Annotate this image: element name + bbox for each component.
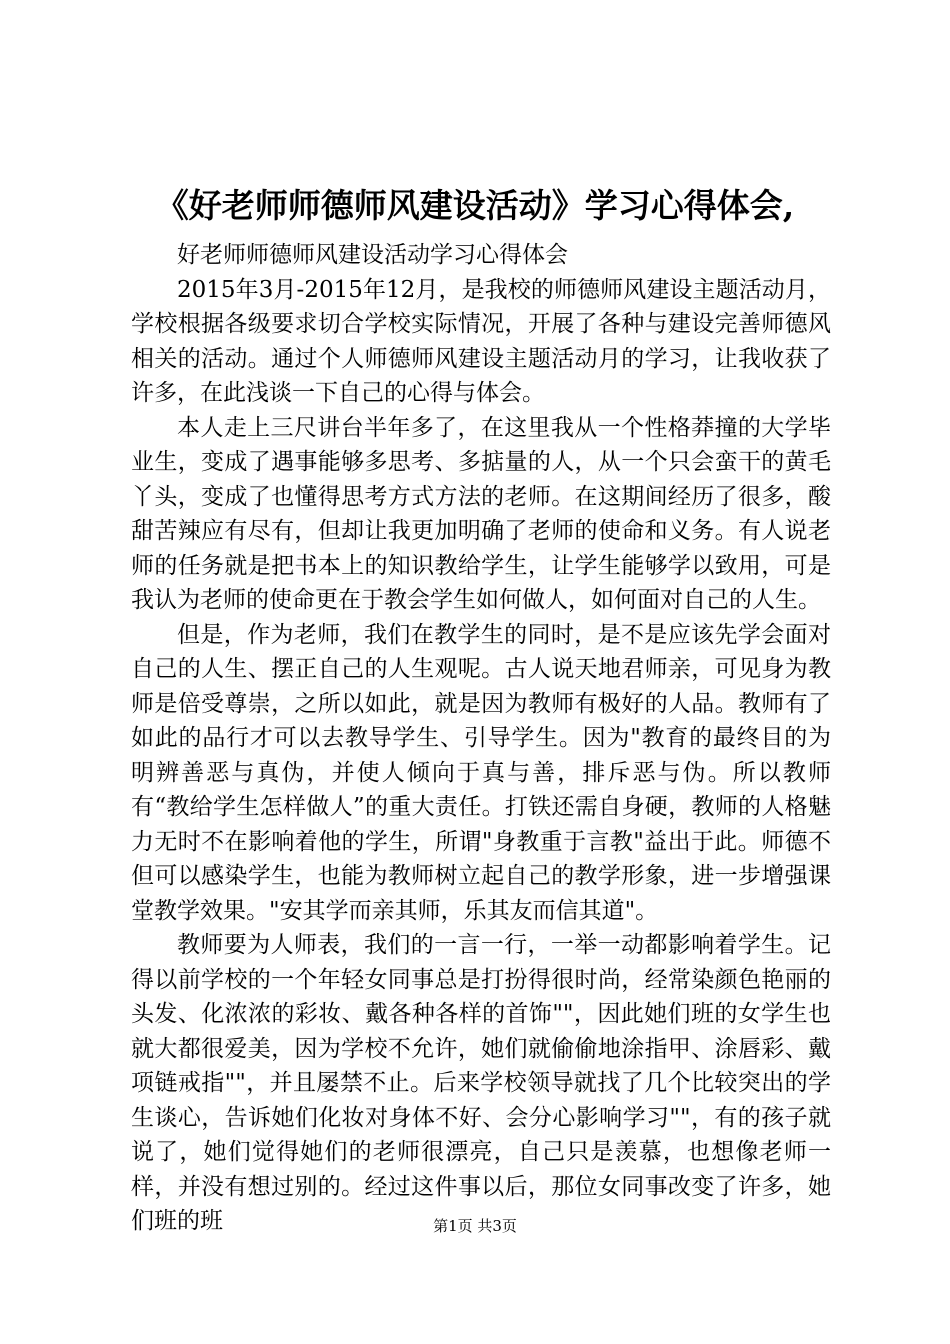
document-body: [131, 238, 831, 1239]
paragraph: 但是，作为老师，我们在教学生的同时，是不是应该先学会面对自己的人生、摆正自己的人生观呢。古人说天地君师亲，可见身为教师是倍受尊崇，之所以如此，就是因为教师有极好的人品。教师有了如此的品行才可以去教导学生、引导学生。因为"教育的最终目的为明辨善恶与真伪，并使人倾向于真与善，排斥恶与伪。所以教师有“教给学生怎样做人”的重大责任。打铁还需自身硬，教师的人格魅力无时不在影响着他的学生，所谓"身教重于言教"益出于此。师德不但可以感染学生，也能为教师树立起自己的教学形象，进一步增强课堂教学效果。"安其学而亲其师，乐其友而信其道"。: [131, 621, 831, 924]
document-title: 《好老师师德师风建设活动》学习心得体会,: [155, 186, 795, 225]
paragraph: 本人走上三尺讲台半年多了，在这里我从一个性格莽撞的大学毕业生，变成了遇事能够多思考、多掂量的人，从一个只会蛮干的黄毛丫头，变成了也懂得思考方式方法的老师。在这期间经历了很多，酸甜苦辣应有尽有，但却让我更加明确了老师的使命和义务。有人说老师的任务就是把书本上的知识教给学生，让学生能够学以致用，可是我认为老师的使命更在于教会学生如何做人，如何面对自己的人生。: [131, 414, 831, 613]
page-number-footer: 第1页 共3页: [433, 1217, 517, 1235]
paragraph: 2015年3月-2015年12月，是我校的师德师风建设主题活动月，学校根据各级要求切合学校实际情况，开展了各种与建设完善师德风相关的活动。通过个人师德师风建设主题活动月的学习，让我收获了许多，在此浅谈一下自己的心得与体会。: [131, 276, 831, 406]
document-subtitle: 好老师师德师风建设活动学习心得体会: [177, 242, 568, 268]
paragraph: 教师要为人师表，我们的一言一行，一举一动都影响着学生。记得以前学校的一个年轻女同事总是打扮得很时尚，经常染颜色艳丽的头发、化浓浓的彩妆、戴各种各样的首饰""，因此她们班的女学生也就大都很爱美，因为学校不允许，她们就偷偷地涂指甲、涂唇彩、戴项链戒指""，并且屡禁不止。后来学校领导就找了几个比较突出的学生谈心，告诉她们化妆对身体不好、会分心影响学习""，有的孩子就说了，她们觉得她们的老师很漂亮，自己只是羡慕，也想像老师一样，并没有想过别的。经过这件事以后，那位女同事改变了许多，她们班的班: [131, 932, 831, 1234]
